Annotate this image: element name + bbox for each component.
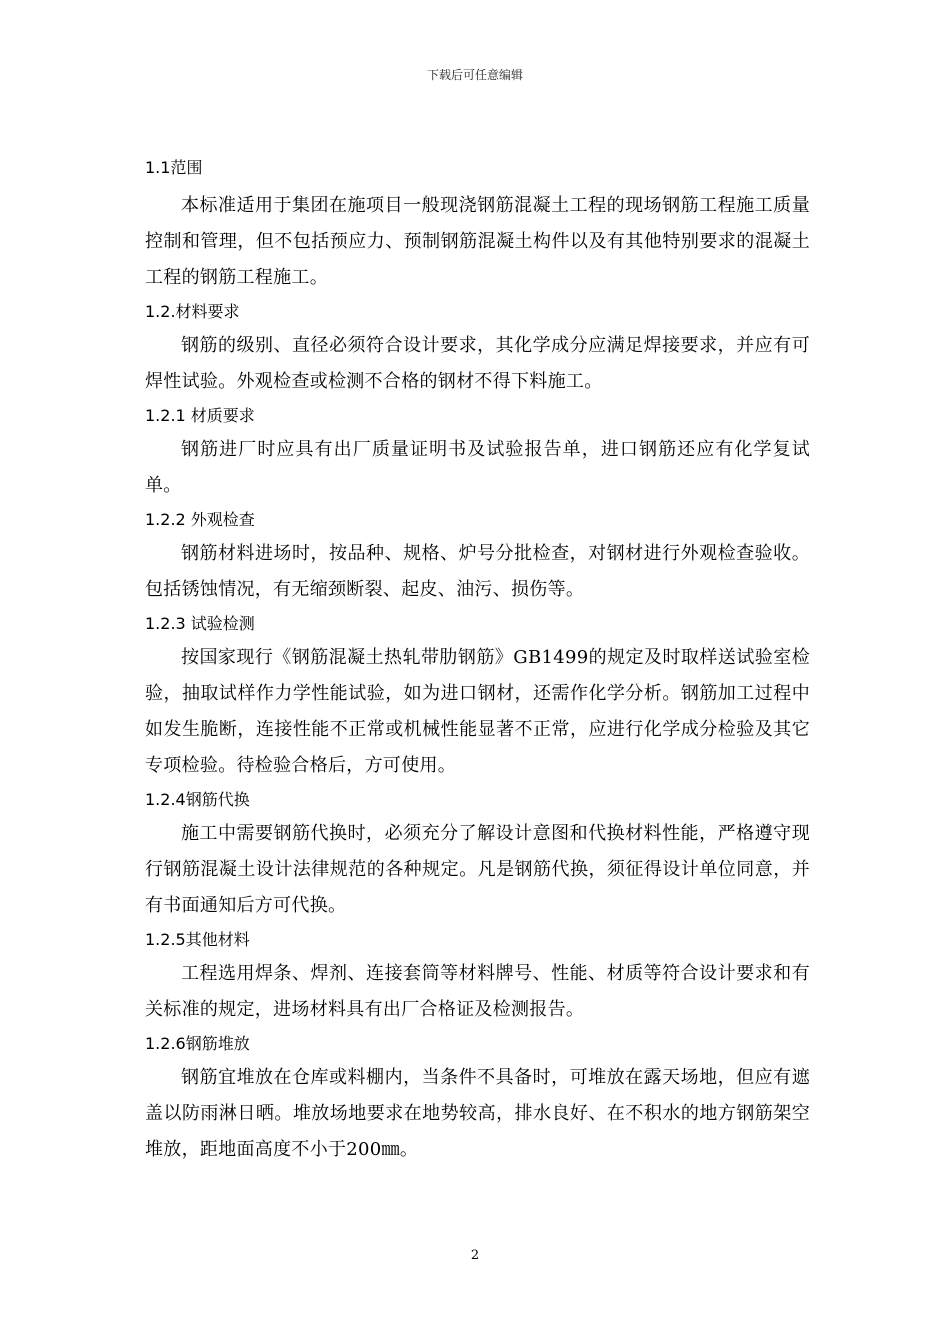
section-heading-scope: 1.1范围 (145, 158, 203, 177)
page-header: 下载后可任意编辑 (426, 68, 523, 82)
section-paragraph-other-materials: 工程选用焊条、焊剂、连接套筒等材料牌号、性能、材质等符合设计要求和有关标准的规定，进场材料具有出厂合格证及检测报告。 (145, 963, 810, 1020)
section-paragraph-visual-inspection: 钢筋材料进场时，按品种、规格、炉号分批检查，对钢材进行外观检查验收。包括锈蚀情况，有无缩颈断裂、起皮、油污、损伤等。 (145, 543, 810, 600)
section-heading-testing: 1.2.3 试验检测 (145, 614, 255, 633)
section-paragraph-material-requirements: 钢筋的级别、直径必须符合设计要求，其化学成分应满足焊接要求，并应有可焊性试验。外观检查或检测不合格的钢材不得下料施工。 (145, 335, 810, 392)
section-paragraph-rebar-storage: 钢筋宜堆放在仓库或料棚内，当条件不具备时，可堆放在露天场地，但应有遮盖以防雨淋日晒。堆放场地要求在地势较高，排水良好、在不积水的地方钢筋架空堆放，距地面高度不小于200㎜。 (145, 1067, 810, 1160)
section-heading-other-materials: 1.2.5其他材料 (145, 930, 250, 949)
section-paragraph-testing: 按国家现行《钢筋混凝土热轧带肋钢筋》GB1499的规定及时取样送试验室检验，抽取试样作力学性能试验，如为进口钢材，还需作化学分析。钢筋加工过程中如发生脆断，连接性能不正常或机械性能显著不正常，应进行化学成分检验及其它专项检验。待检验合格后，方可使用。 (145, 647, 810, 776)
section-heading-rebar-substitution: 1.2.4钢筋代换 (145, 790, 250, 809)
section-paragraph-rebar-substitution: 施工中需要钢筋代换时，必须充分了解设计意图和代换材料性能，严格遵守现行钢筋混凝土设计法律规范的各种规定。凡是钢筋代换，须征得设计单位同意，并有书面通知后方可代换。 (145, 823, 810, 916)
section-heading-material-quality: 1.2.1 材质要求 (145, 406, 255, 425)
section-paragraph-material-quality: 钢筋进厂时应具有出厂质量证明书及试验报告单，进口钢筋还应有化学复试单。 (145, 439, 810, 496)
section-heading-visual-inspection: 1.2.2 外观检查 (145, 510, 255, 529)
document-body (145, 158, 810, 1174)
page-number: 2 (470, 1248, 480, 1263)
section-paragraph-scope: 本标准适用于集团在施项目一般现浇钢筋混凝土工程的现场钢筋工程施工质量控制和管理，但不包括预应力、预制钢筋混凝土构件以及有其他特别要求的混凝土工程的钢筋工程施工。 (145, 195, 810, 288)
section-heading-rebar-storage: 1.2.6钢筋堆放 (145, 1034, 250, 1053)
section-heading-material-requirements: 1.2.材料要求 (145, 302, 240, 321)
